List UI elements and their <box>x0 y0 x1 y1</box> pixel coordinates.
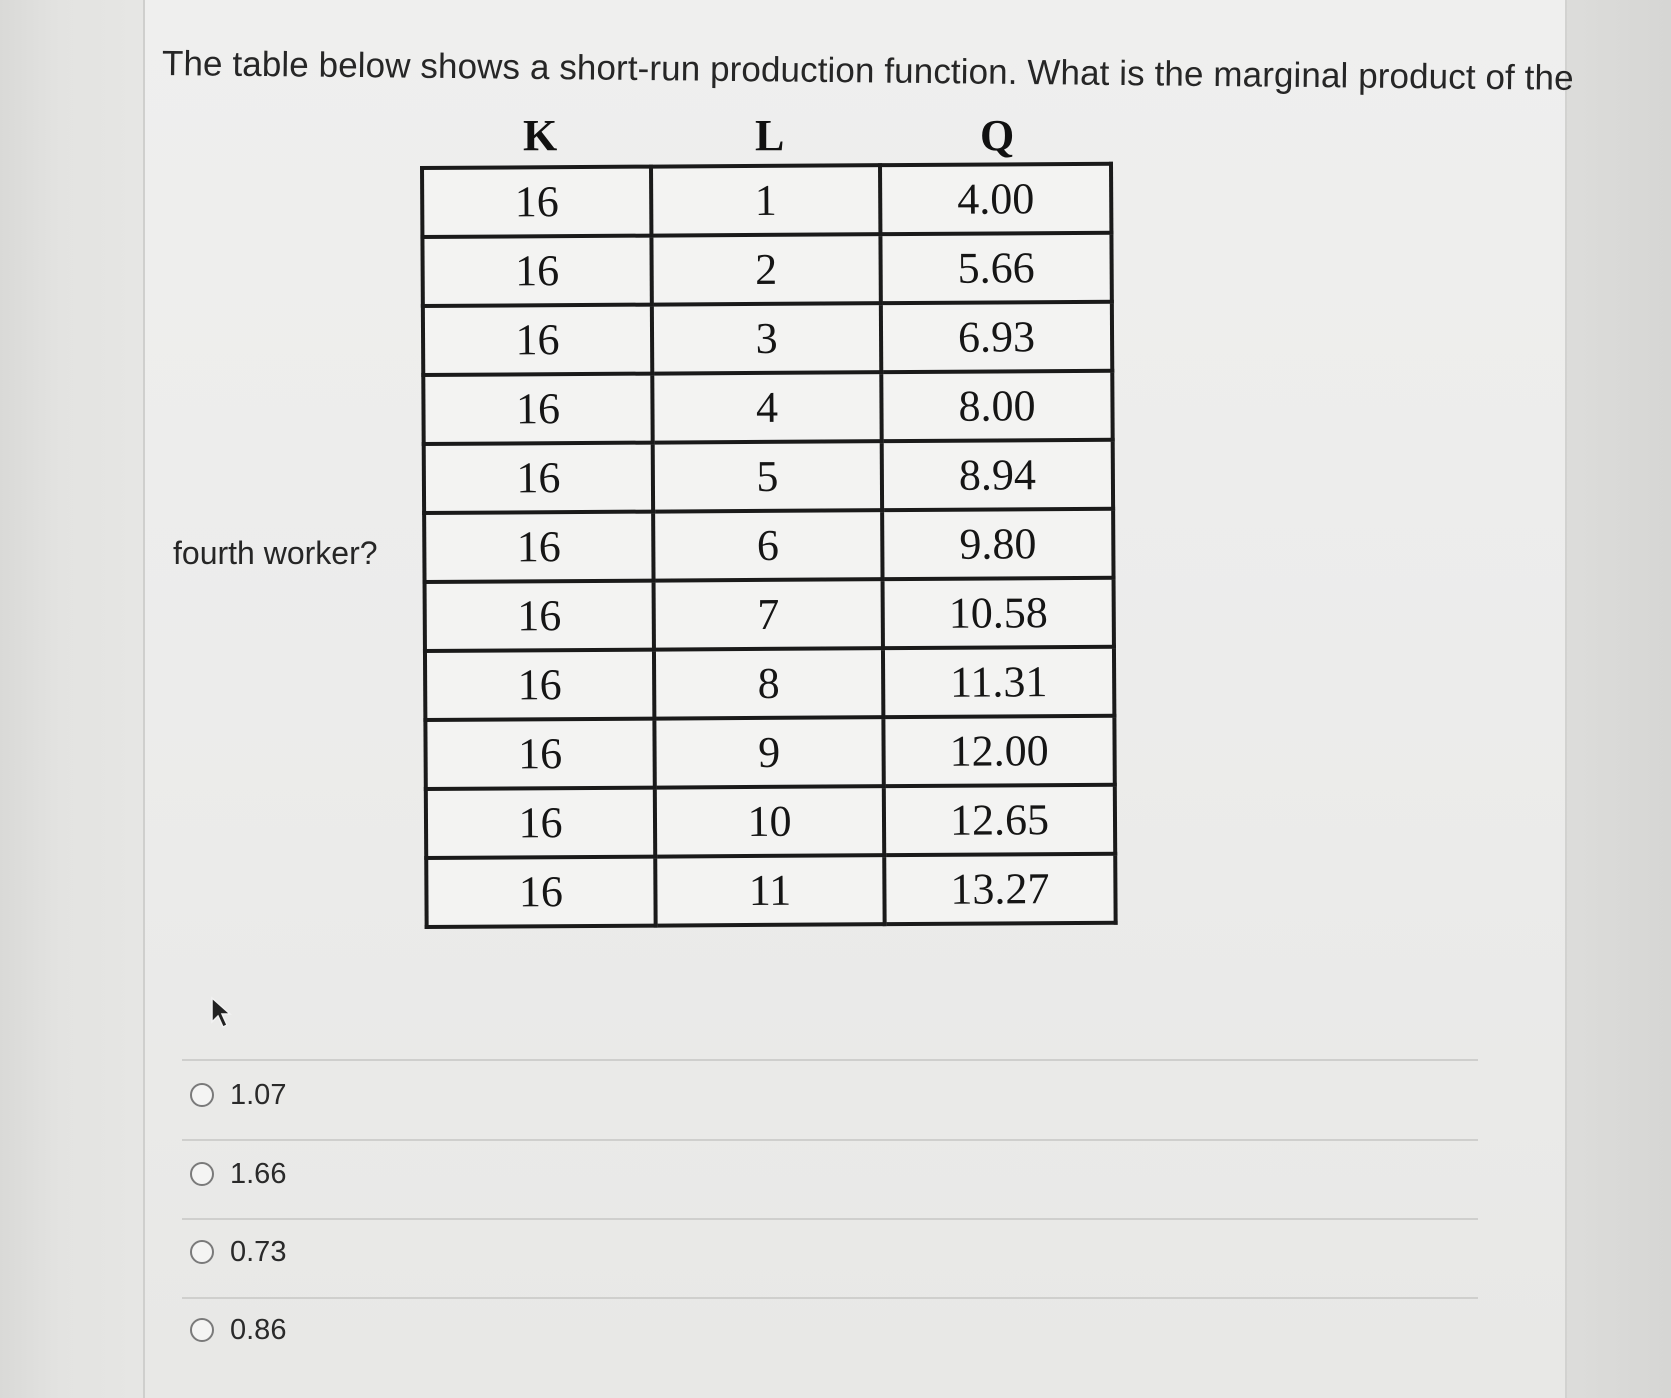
table-row <box>424 440 1113 513</box>
option-divider <box>182 1218 1478 1220</box>
table-row <box>425 647 1114 720</box>
radio-unchecked-icon[interactable] <box>190 1318 214 1342</box>
cell-l: 6 <box>653 510 882 580</box>
cell-q: 12.00 <box>883 716 1114 786</box>
answer-option[interactable] <box>190 1232 286 1272</box>
option-divider <box>182 1297 1478 1299</box>
table-row <box>424 509 1113 582</box>
option-label: 1.07 <box>230 1078 287 1111</box>
header-l: L <box>755 111 785 160</box>
cell-l: 7 <box>654 579 883 649</box>
radio-unchecked-icon[interactable] <box>190 1240 214 1264</box>
option-label: 1.66 <box>230 1157 287 1190</box>
cell-l: 5 <box>653 441 882 511</box>
production-table <box>420 162 1118 929</box>
cell-k: 16 <box>424 443 653 513</box>
cell-k: 16 <box>422 236 651 306</box>
header-q: Q <box>980 111 1015 160</box>
table-row <box>425 716 1114 789</box>
cell-q: 11.31 <box>883 647 1114 717</box>
table-row <box>422 233 1111 306</box>
mouse-pointer-icon <box>210 996 236 1030</box>
table-row <box>422 164 1111 237</box>
cell-q: 5.66 <box>880 233 1111 303</box>
table-row <box>426 854 1115 927</box>
table-row <box>425 578 1114 651</box>
cell-l: 4 <box>652 372 881 442</box>
cell-k: 16 <box>426 788 655 858</box>
cell-q: 8.00 <box>881 371 1112 441</box>
answer-option[interactable] <box>190 1154 286 1194</box>
radio-unchecked-icon[interactable] <box>190 1083 214 1107</box>
radio-unchecked-icon[interactable] <box>190 1162 214 1186</box>
cell-k: 16 <box>423 305 652 375</box>
header-k: K <box>523 111 558 160</box>
cell-q: 6.93 <box>881 302 1112 372</box>
cell-l: 1 <box>651 165 880 235</box>
cell-q: 12.65 <box>884 785 1115 855</box>
option-divider <box>182 1059 1478 1061</box>
cell-l: 2 <box>651 234 880 304</box>
cell-q: 4.00 <box>880 164 1111 234</box>
cell-l: 9 <box>654 717 883 787</box>
cell-l: 8 <box>654 648 883 718</box>
cell-k: 16 <box>425 650 654 720</box>
cell-k: 16 <box>426 857 655 927</box>
option-label: 0.86 <box>230 1313 287 1346</box>
option-divider <box>182 1139 1478 1141</box>
cell-k: 16 <box>422 167 651 237</box>
cell-k: 16 <box>425 581 654 651</box>
cell-q: 13.27 <box>884 854 1115 924</box>
cell-k: 16 <box>425 719 654 789</box>
cell-l: 10 <box>655 786 884 856</box>
cell-k: 16 <box>423 374 652 444</box>
table-row <box>423 302 1112 375</box>
cell-q: 8.94 <box>882 440 1113 510</box>
question-text: The table below shows a short-run production function. What is the marginal product of the <box>161 44 1574 98</box>
cell-l: 11 <box>655 855 884 925</box>
table-row <box>426 785 1115 858</box>
answer-option[interactable] <box>190 1075 286 1115</box>
answer-option[interactable] <box>190 1310 286 1350</box>
cell-q: 10.58 <box>883 578 1114 648</box>
option-label: 0.73 <box>230 1235 287 1268</box>
cell-l: 3 <box>652 303 881 373</box>
question-continuation: fourth worker? <box>173 535 378 571</box>
cell-k: 16 <box>424 512 653 582</box>
cell-q: 9.80 <box>882 509 1113 579</box>
table-row <box>423 371 1112 444</box>
